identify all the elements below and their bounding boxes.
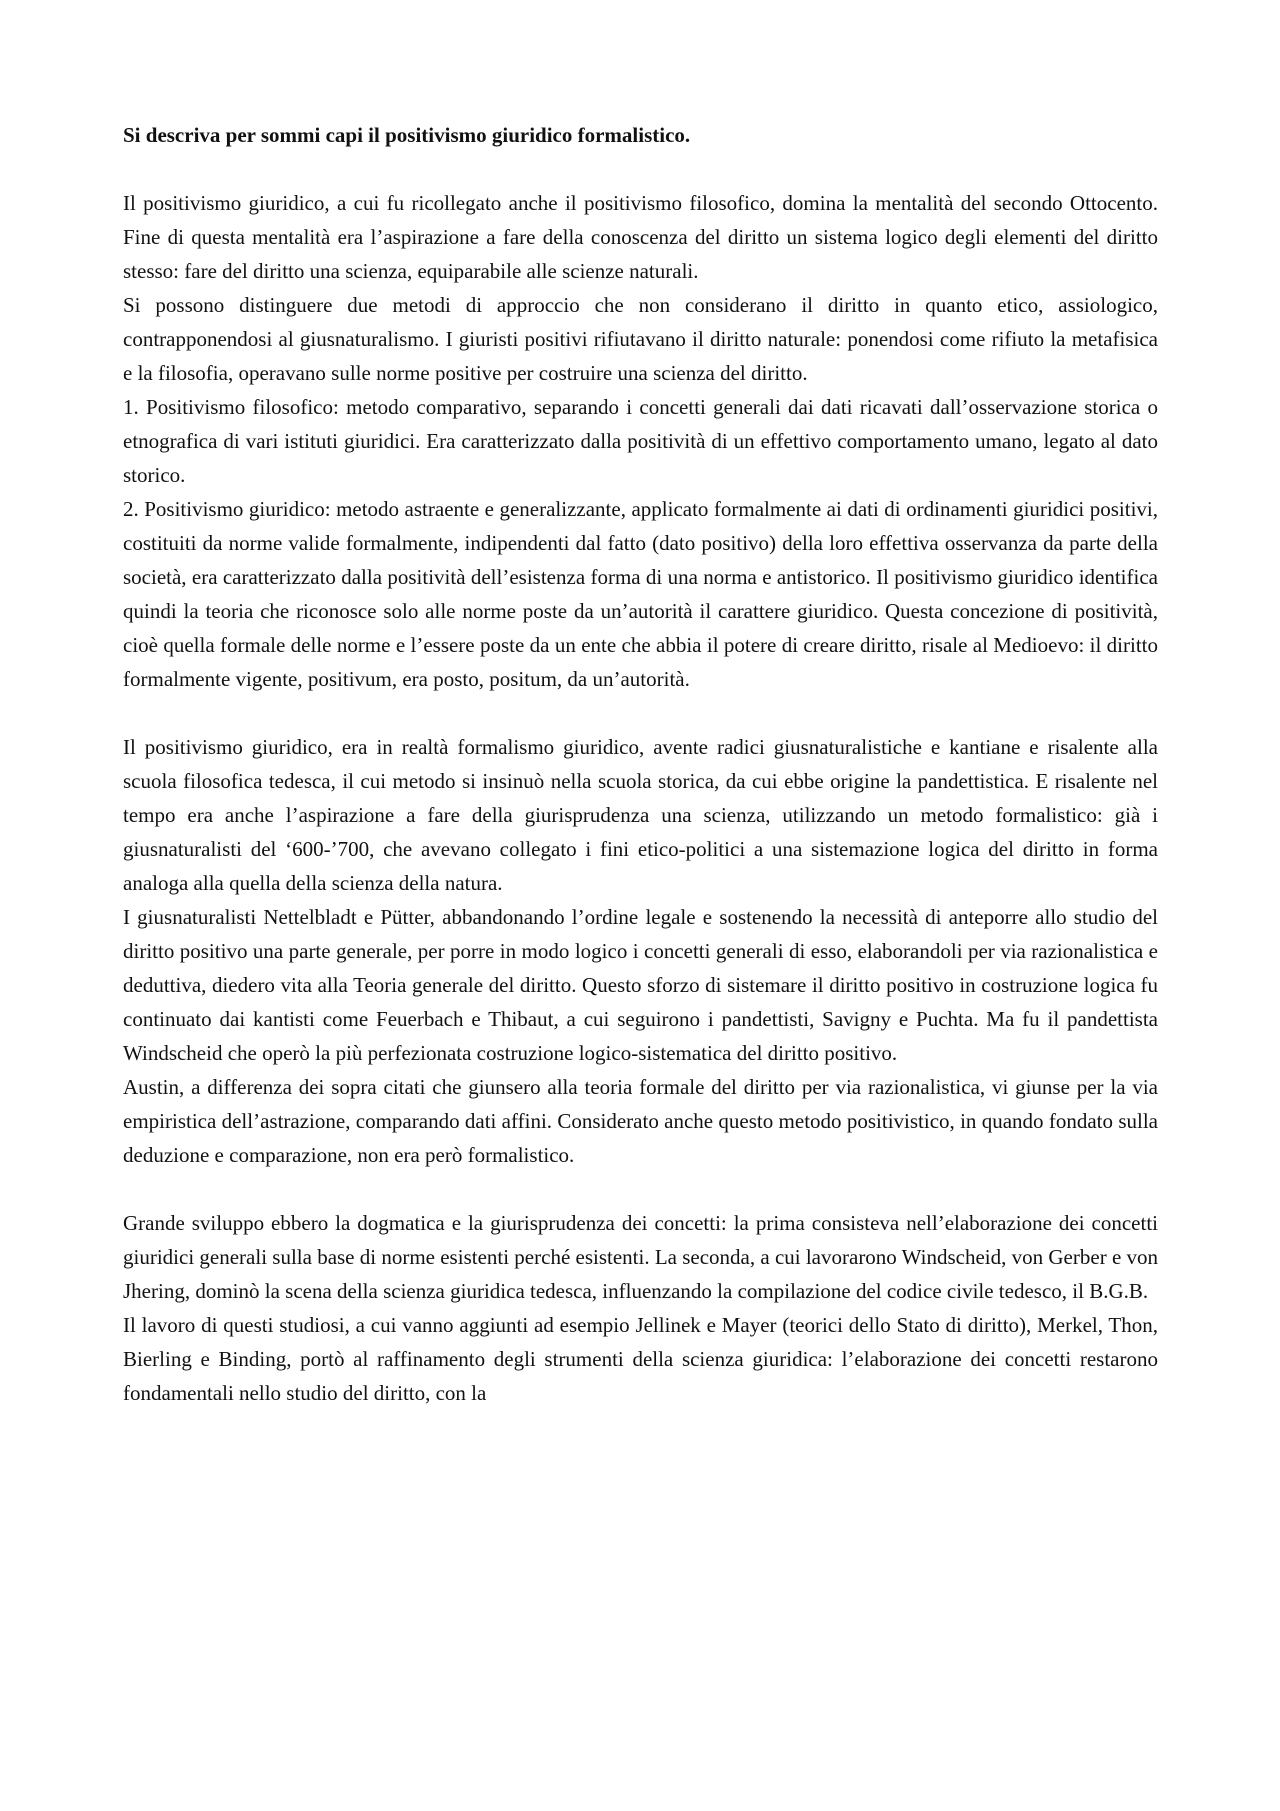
paragraph-8: Grande sviluppo ebbero la dogmatica e la giurisprudenza dei concetti: la prima consisteva nell’elaborazione dei concetti giuridici generali sulla base di norme esistenti perché esistenti. La seconda, a cui lavorarono Windscheid, von Gerber e von Jhering, dominò la scena della scienza giuridica tedesca, influenzando la compilazione del codice civile tedesco, il B.G.B. [123,1211,1159,1303]
paragraph-7: Austin, a differenza dei sopra citati che giunsero alla teoria formale del diritto per via razionalistica, vi giunse per la via empiristica dell’astrazione, comparando dati affini. Considerato anche questo metodo positivistico, in quando fondato sulla deduzione e comparazione, non era però formalistico. [123,1075,1158,1167]
paragraph-2: Si possono distinguere due metodi di approccio che non considerano il diritto in quanto etico, assiologico, contrapponendosi al giusnaturalismo. I giuristi positivi rifiutavano il diritto naturale: ponendosi come rifiuto la metafisica e la filosofia, operavano sulle norme positive per costruire una scienza del diritto. [123,293,1158,385]
paragraph-5: Il positivismo giuridico, era in realtà formalismo giuridico, avente radici giusnaturalistiche e kantiane e risalente alla scuola filosofica tedesca, il cui metodo si insinuò nella scuola storica, da cui ebbe origine la pandettistica. E risalente nel tempo era anche l’aspirazione a fare della giurisprudenza una scienza, utilizzando un metodo formalistico: già i giusnaturalisti del ‘600-’700, che avevano collegato i fini etico-politici a una sistemazione logica del diritto in forma analoga alla quella della scienza della natura. [123,735,1158,895]
paragraph-gap [123,696,1158,730]
paragraph-4: 2. Positivismo giuridico: metodo astraente e generalizzante, applicato formalmente ai dati di ordinamenti giuridici positivi, costituiti da norme valide formalmente, indipendenti dal fatto (dato positivo) della loro effettiva osservanza da parte della società, era caratterizzato dalla positività dell’esistenza forma di una norma e antistorico. Il positivismo giuridico identifica quindi la teoria che riconosce solo alle norme poste da un’autorità il carattere giuridico. Questa concezione di positività, cioè quella formale delle norme e l’essere poste da un ente che abbia il potere di creare diritto, risale al Medioevo: il diritto formalmente vigente, positivum, era posto, positum, da un’autorità. [123,497,1158,691]
document-page [123,118,1158,1410]
document-title: Si descriva per sommi capi il positivismo giuridico formalistico. [123,123,691,147]
paragraph-1: Il positivismo giuridico, a cui fu ricollegato anche il positivismo filosofico, domina la mentalità del secondo Ottocento. Fine di questa mentalità era l’aspirazione a fare della conoscenza del diritto un sistema logico degli elementi del diritto stesso: fare del diritto una scienza, equiparabile alle scienze naturali. [123,191,1158,283]
paragraph-9: Il lavoro di questi studiosi, a cui vanno aggiunti ad esempio Jellinek e Mayer (teorici dello Stato di diritto), Merkel, Thon, Bierling e Binding, portò al raffinamento degli strumenti della scienza giuridica: l’elaborazione dei concetti restarono fondamentali nello studio del diritto, con la [123,1313,1158,1405]
paragraph-gap [123,1172,1158,1206]
paragraph-3: 1. Positivismo filosofico: metodo comparativo, separando i concetti generali dai dati ricavati dall’osservazione storica o etnografica di vari istituti giuridici. Era caratterizzato dalla positività di un effettivo comportamento umano, legato al dato storico. [123,395,1158,487]
paragraph-6: I giusnaturalisti Nettelbladt e Pütter, abbandonando l’ordine legale e sostenendo la necessità di anteporre allo studio del diritto positivo una parte generale, per porre in modo logico i concetti generali di esso, elaborandoli per via razionalistica e deduttiva, diedero vita alla Teoria generale del diritto. Questo sforzo di sistemare il diritto positivo in costruzione logica fu continuato dai kantisti come Feuerbach e Thibaut, a cui seguirono i pandettisti, Savigny e Puchta. Ma fu il pandettista Windscheid che operò la più perfezionata costruzione logico-sistematica del diritto positivo. [123,905,1158,1065]
